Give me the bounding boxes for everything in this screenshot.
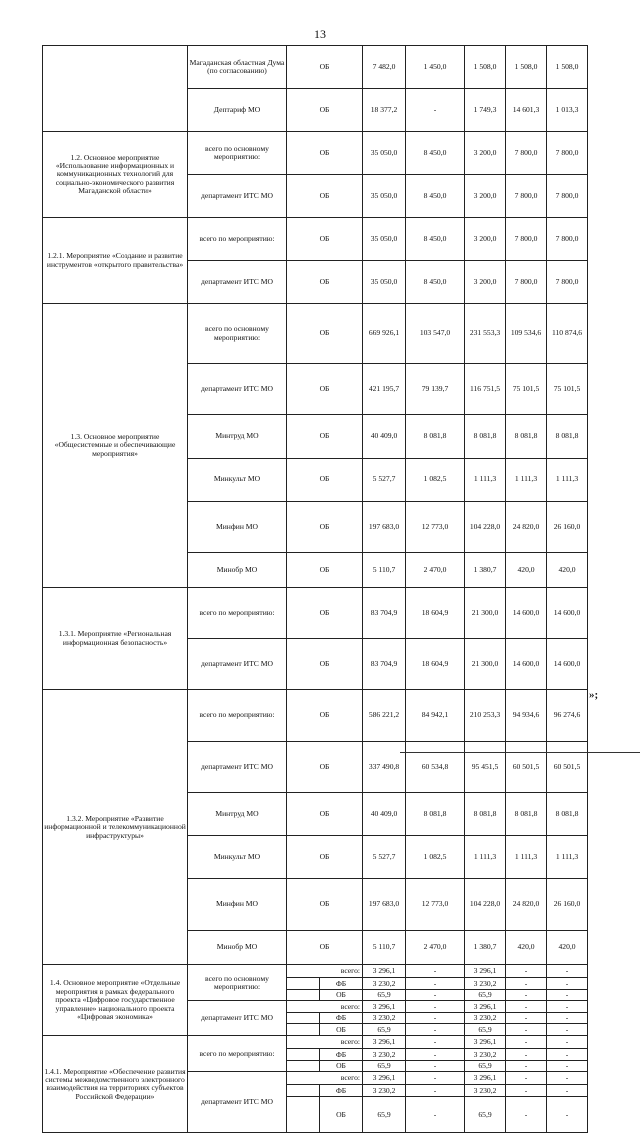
amount-cell-c3: 95 451,5	[465, 741, 506, 792]
amount-cell-c2: 8 450,0	[406, 132, 465, 175]
executor-cell: департамент ИТС МО	[188, 261, 287, 304]
closing-quote-mark: »;	[589, 689, 599, 701]
event-name-cell: 1.3.2. Мероприятие «Развитие информационной и телекоммуникационной инфраструктуры»	[43, 690, 188, 965]
funding-source-cell: ОБ	[287, 879, 363, 930]
amount-cell-c4: -	[506, 1013, 547, 1024]
amount-cell-c1: 421 195,7	[363, 364, 406, 415]
amount-cell-c1: 65,9	[363, 1097, 406, 1133]
amount-cell-c2: -	[406, 1001, 465, 1013]
amount-cell-c5: -	[547, 1001, 588, 1013]
amount-cell-c1: 40 409,0	[363, 793, 406, 836]
funding-source-cell: ОБ	[287, 132, 363, 175]
amount-cell-c1: 3 230,2	[363, 1049, 406, 1061]
funding-source-cell: ОБ	[287, 501, 363, 552]
amount-cell-c5: 96 274,6	[547, 690, 588, 741]
amount-cell-c3: 65,9	[465, 1024, 506, 1036]
funding-source-cell: ОБ	[287, 218, 363, 261]
empty-cell	[287, 1061, 320, 1072]
funding-source-cell: ОБ	[287, 552, 363, 587]
amount-cell-c5: 1 111,3	[547, 836, 588, 879]
executor-cell: Дептариф МО	[188, 89, 287, 132]
executor-cell: всего по основному мероприятию:	[188, 965, 287, 1001]
amount-cell-c3: 3 200,0	[465, 261, 506, 304]
amount-cell-c3: 1 749,3	[465, 89, 506, 132]
funding-source-cell: ОБ	[287, 741, 363, 792]
amount-cell-c2: 84 942,1	[406, 690, 465, 741]
amount-cell-c4: 420,0	[506, 552, 547, 587]
amount-cell-c2: -	[406, 1049, 465, 1061]
amount-cell-c5: 110 874,6	[547, 304, 588, 364]
amount-cell-c3: 1 508,0	[465, 46, 506, 89]
amount-cell-c4: -	[506, 1085, 547, 1097]
executor-cell: Минкульт МО	[188, 458, 287, 501]
amount-cell-c3: 8 081,8	[465, 415, 506, 458]
funding-source-cell: ОБ	[287, 587, 363, 638]
funding-source-cell: ОБ	[287, 415, 363, 458]
amount-cell-c5: -	[547, 1013, 588, 1024]
executor-cell: департамент ИТС МО	[188, 639, 287, 690]
amount-cell-c1: 3 230,2	[363, 1085, 406, 1097]
amount-cell-c3: 1 380,7	[465, 930, 506, 965]
amount-cell-c5: 75 101,5	[547, 364, 588, 415]
amount-cell-c5: 60 501,5	[547, 741, 588, 792]
amount-cell-c5: -	[547, 1085, 588, 1097]
amount-cell-c2: 8 450,0	[406, 218, 465, 261]
table-row	[43, 587, 588, 638]
event-name-cell	[43, 46, 188, 132]
amount-cell-c1: 65,9	[363, 1061, 406, 1072]
event-name-cell: 1.3.1. Мероприятие «Региональная информационная безопасность»	[43, 587, 188, 690]
amount-cell-c1: 83 704,9	[363, 639, 406, 690]
amount-cell-c5: 7 800,0	[547, 218, 588, 261]
executor-cell: департамент ИТС МО	[188, 741, 287, 792]
amount-cell-c2: 2 470,0	[406, 552, 465, 587]
amount-cell-c5: 14 600,0	[547, 587, 588, 638]
amount-cell-c3: 3 200,0	[465, 132, 506, 175]
empty-cell	[287, 1049, 320, 1061]
amount-cell-c4: 24 820,0	[506, 879, 547, 930]
amount-cell-c1: 35 050,0	[363, 218, 406, 261]
amount-cell-c1: 35 050,0	[363, 132, 406, 175]
funding-source-cell: ОБ	[287, 46, 363, 89]
amount-cell-c2: -	[406, 1013, 465, 1024]
amount-cell-c2: -	[406, 1036, 465, 1049]
amount-cell-c4: 8 081,8	[506, 793, 547, 836]
amount-cell-c5: -	[547, 1036, 588, 1049]
amount-cell-c3: 3 296,1	[465, 965, 506, 978]
executor-cell: департамент ИТС МО	[188, 1072, 287, 1133]
executor-cell: Минкульт МО	[188, 836, 287, 879]
amount-cell-c1: 40 409,0	[363, 415, 406, 458]
amount-cell-c3: 3 296,1	[465, 1001, 506, 1013]
executor-cell: всего по мероприятию:	[188, 690, 287, 741]
total-label-cell: всего:	[287, 1072, 363, 1085]
amount-cell-c4: -	[506, 1072, 547, 1085]
amount-cell-c4: 8 081,8	[506, 415, 547, 458]
amount-cell-c5: 26 160,0	[547, 879, 588, 930]
amount-cell-c1: 3 230,2	[363, 978, 406, 990]
executor-cell: всего по мероприятию:	[188, 218, 287, 261]
amount-cell-c4: -	[506, 1097, 547, 1133]
amount-cell-c5: 8 081,8	[547, 415, 588, 458]
table-row	[43, 46, 588, 89]
amount-cell-c4: 14 600,0	[506, 639, 547, 690]
amount-cell-c2: -	[406, 1097, 465, 1133]
amount-cell-c5: 26 160,0	[547, 501, 588, 552]
amount-cell-c3: 1 380,7	[465, 552, 506, 587]
executor-cell: всего по основному мероприятию:	[188, 132, 287, 175]
amount-cell-c4: 1 508,0	[506, 46, 547, 89]
amount-cell-c3: 3 230,2	[465, 1013, 506, 1024]
amount-cell-c2: 79 139,7	[406, 364, 465, 415]
funding-source-cell: ОБ	[320, 1061, 363, 1072]
event-name-cell: 1.2. Основное мероприятие «Использование информационных и коммуникационных технологий для социально-экономического развития Магаданской области»	[43, 132, 188, 218]
empty-cell	[287, 990, 320, 1001]
amount-cell-c1: 669 926,1	[363, 304, 406, 364]
amount-cell-c4: 7 800,0	[506, 261, 547, 304]
executor-cell: всего по основному мероприятию:	[188, 304, 287, 364]
amount-cell-c4: 109 534,6	[506, 304, 547, 364]
amount-cell-c3: 21 300,0	[465, 639, 506, 690]
funding-source-cell: ФБ	[320, 1085, 363, 1097]
amount-cell-c5: 1 111,3	[547, 458, 588, 501]
amount-cell-c2: -	[406, 1061, 465, 1072]
amount-cell-c1: 3 296,1	[363, 1036, 406, 1049]
amount-cell-c4: -	[506, 1049, 547, 1061]
amount-cell-c5: -	[547, 1097, 588, 1133]
amount-cell-c1: 18 377,2	[363, 89, 406, 132]
amount-cell-c2: 18 604,9	[406, 639, 465, 690]
amount-cell-c1: 337 490,8	[363, 741, 406, 792]
amount-cell-c4: 75 101,5	[506, 364, 547, 415]
amount-cell-c2: 1 082,5	[406, 836, 465, 879]
amount-cell-c4: 1 111,3	[506, 458, 547, 501]
amount-cell-c1: 35 050,0	[363, 261, 406, 304]
table-row	[43, 132, 588, 175]
amount-cell-c4: -	[506, 990, 547, 1001]
event-name-cell: 1.4. Основное мероприятие «Отдельные мероприятия в рамках федерального проекта «Цифровое государственное управление» национального проекта «Цифровая экономика»	[43, 965, 188, 1036]
amount-cell-c1: 65,9	[363, 990, 406, 1001]
funding-source-cell: ОБ	[287, 690, 363, 741]
table-row	[43, 690, 588, 741]
executor-cell: департамент ИТС МО	[188, 175, 287, 218]
amount-cell-c5: -	[547, 1072, 588, 1085]
empty-cell	[287, 978, 320, 990]
amount-cell-c2: -	[406, 965, 465, 978]
empty-cell	[287, 1097, 320, 1133]
amount-cell-c1: 83 704,9	[363, 587, 406, 638]
executor-cell: Минфин МО	[188, 501, 287, 552]
amount-cell-c4: -	[506, 1061, 547, 1072]
executor-cell: департамент ИТС МО	[188, 364, 287, 415]
funding-source-cell: ОБ	[287, 364, 363, 415]
amount-cell-c1: 5 527,7	[363, 458, 406, 501]
amount-cell-c3: 3 296,1	[465, 1072, 506, 1085]
amount-cell-c1: 35 050,0	[363, 175, 406, 218]
amount-cell-c2: 8 450,0	[406, 261, 465, 304]
amount-cell-c3: 65,9	[465, 990, 506, 1001]
table-body	[43, 46, 588, 1133]
executor-cell: всего по мероприятию:	[188, 587, 287, 638]
amount-cell-c2: 18 604,9	[406, 587, 465, 638]
amount-cell-c4: 14 600,0	[506, 587, 547, 638]
amount-cell-c4: -	[506, 1036, 547, 1049]
amount-cell-c5: 420,0	[547, 552, 588, 587]
funding-source-cell: ФБ	[320, 978, 363, 990]
funding-source-cell: ОБ	[287, 930, 363, 965]
funding-source-cell: ФБ	[320, 1049, 363, 1061]
funding-source-cell: ОБ	[287, 304, 363, 364]
table-row	[43, 304, 588, 364]
amount-cell-c4: 24 820,0	[506, 501, 547, 552]
amount-cell-c3: 3 230,2	[465, 1049, 506, 1061]
amount-cell-c3: 1 111,3	[465, 458, 506, 501]
amount-cell-c2: 8 081,8	[406, 793, 465, 836]
amount-cell-c1: 5 110,7	[363, 552, 406, 587]
amount-cell-c2: 1 450,0	[406, 46, 465, 89]
amount-cell-c1: 3 230,2	[363, 1013, 406, 1024]
table-row	[43, 965, 588, 978]
amount-cell-c5: 7 800,0	[547, 132, 588, 175]
amount-cell-c5: -	[547, 1024, 588, 1036]
funding-source-cell: ОБ	[320, 1024, 363, 1036]
executor-cell: Минтруд МО	[188, 415, 287, 458]
event-name-cell: 1.2.1. Мероприятие «Создание и развитие инструментов «открытого правительства»	[43, 218, 188, 304]
funding-source-cell: ОБ	[287, 261, 363, 304]
amount-cell-c3: 3 296,1	[465, 1036, 506, 1049]
amount-cell-c5: -	[547, 990, 588, 1001]
amount-cell-c5: -	[547, 965, 588, 978]
amount-cell-c3: 21 300,0	[465, 587, 506, 638]
amount-cell-c4: 94 934,6	[506, 690, 547, 741]
executor-cell: Магаданская областная Дума (по согласованию)	[188, 46, 287, 89]
amount-cell-c1: 3 296,1	[363, 965, 406, 978]
amount-cell-c3: 3 200,0	[465, 175, 506, 218]
amount-cell-c2: 8 081,8	[406, 415, 465, 458]
empty-cell	[287, 1013, 320, 1024]
amount-cell-c5: 7 800,0	[547, 261, 588, 304]
amount-cell-c1: 197 683,0	[363, 879, 406, 930]
amount-cell-c2: 8 450,0	[406, 175, 465, 218]
amount-cell-c3: 104 228,0	[465, 501, 506, 552]
amount-cell-c5: 420,0	[547, 930, 588, 965]
executor-cell: всего по мероприятию:	[188, 1036, 287, 1072]
amount-cell-c3: 116 751,5	[465, 364, 506, 415]
amount-cell-c2: -	[406, 89, 465, 132]
amount-cell-c1: 65,9	[363, 1024, 406, 1036]
amount-cell-c2: 12 773,0	[406, 879, 465, 930]
amount-cell-c1: 586 221,2	[363, 690, 406, 741]
amount-cell-c5: 7 800,0	[547, 175, 588, 218]
amount-cell-c5: -	[547, 978, 588, 990]
table-row	[43, 218, 588, 261]
table-row	[43, 1036, 588, 1049]
amount-cell-c5: -	[547, 1049, 588, 1061]
amount-cell-c3: 1 111,3	[465, 836, 506, 879]
amount-cell-c4: -	[506, 1001, 547, 1013]
empty-cell	[287, 1024, 320, 1036]
amount-cell-c5: 1 013,3	[547, 89, 588, 132]
funding-source-cell: ОБ	[287, 175, 363, 218]
total-label-cell: всего:	[287, 1001, 363, 1013]
executor-cell: Минтруд МО	[188, 793, 287, 836]
amount-cell-c4: 7 800,0	[506, 175, 547, 218]
amount-cell-c2: -	[406, 1072, 465, 1085]
amount-cell-c1: 3 296,1	[363, 1001, 406, 1013]
total-label-cell: всего:	[287, 1036, 363, 1049]
executor-cell: Минфин МО	[188, 879, 287, 930]
amount-cell-c4: 14 601,3	[506, 89, 547, 132]
amount-cell-c3: 3 200,0	[465, 218, 506, 261]
amount-cell-c5: 1 508,0	[547, 46, 588, 89]
amount-cell-c4: 1 111,3	[506, 836, 547, 879]
total-label-cell: всего:	[287, 965, 363, 978]
funding-source-cell: ФБ	[320, 1013, 363, 1024]
amount-cell-c2: -	[406, 978, 465, 990]
funding-source-cell: ОБ	[320, 990, 363, 1001]
funding-source-cell: ОБ	[287, 836, 363, 879]
executor-cell: департамент ИТС МО	[188, 1001, 287, 1036]
amount-cell-c2: 103 547,0	[406, 304, 465, 364]
amount-cell-c2: -	[406, 990, 465, 1001]
event-name-cell: 1.3. Основное мероприятие «Общесистемные и обеспечивающие мероприятия»	[43, 304, 188, 587]
funding-source-cell: ОБ	[287, 458, 363, 501]
amount-cell-c4: 420,0	[506, 930, 547, 965]
event-name-cell: 1.4.1. Мероприятие «Обеспечение развития системы межведомственного электронного взаимодействия на территориях субъектов Российской Федерации»	[43, 1036, 188, 1133]
amount-cell-c5: -	[547, 1061, 588, 1072]
funding-source-cell: ОБ	[287, 89, 363, 132]
page-number: 13	[314, 27, 326, 41]
budget-table	[42, 45, 588, 1133]
footer-rule	[400, 752, 640, 753]
executor-cell: Минобр МО	[188, 552, 287, 587]
amount-cell-c4: 7 800,0	[506, 218, 547, 261]
amount-cell-c2: -	[406, 1024, 465, 1036]
funding-source-cell: ОБ	[320, 1097, 363, 1133]
amount-cell-c5: 14 600,0	[547, 639, 588, 690]
amount-cell-c2: 60 534,8	[406, 741, 465, 792]
amount-cell-c1: 5 527,7	[363, 836, 406, 879]
amount-cell-c3: 104 228,0	[465, 879, 506, 930]
funding-source-cell: ОБ	[287, 793, 363, 836]
amount-cell-c3: 65,9	[465, 1061, 506, 1072]
amount-cell-c4: -	[506, 965, 547, 978]
amount-cell-c4: 7 800,0	[506, 132, 547, 175]
amount-cell-c4: -	[506, 1024, 547, 1036]
amount-cell-c5: 8 081,8	[547, 793, 588, 836]
amount-cell-c3: 65,9	[465, 1097, 506, 1133]
amount-cell-c3: 210 253,3	[465, 690, 506, 741]
funding-source-cell: ОБ	[287, 639, 363, 690]
amount-cell-c3: 3 230,2	[465, 978, 506, 990]
amount-cell-c3: 3 230,2	[465, 1085, 506, 1097]
amount-cell-c3: 8 081,8	[465, 793, 506, 836]
amount-cell-c4: 60 501,5	[506, 741, 547, 792]
amount-cell-c1: 7 482,0	[363, 46, 406, 89]
executor-cell: Минобр МО	[188, 930, 287, 965]
amount-cell-c2: 12 773,0	[406, 501, 465, 552]
amount-cell-c1: 3 296,1	[363, 1072, 406, 1085]
amount-cell-c2: 1 082,5	[406, 458, 465, 501]
amount-cell-c3: 231 553,3	[465, 304, 506, 364]
amount-cell-c2: -	[406, 1085, 465, 1097]
amount-cell-c2: 2 470,0	[406, 930, 465, 965]
amount-cell-c1: 5 110,7	[363, 930, 406, 965]
amount-cell-c4: -	[506, 978, 547, 990]
empty-cell	[287, 1085, 320, 1097]
amount-cell-c1: 197 683,0	[363, 501, 406, 552]
